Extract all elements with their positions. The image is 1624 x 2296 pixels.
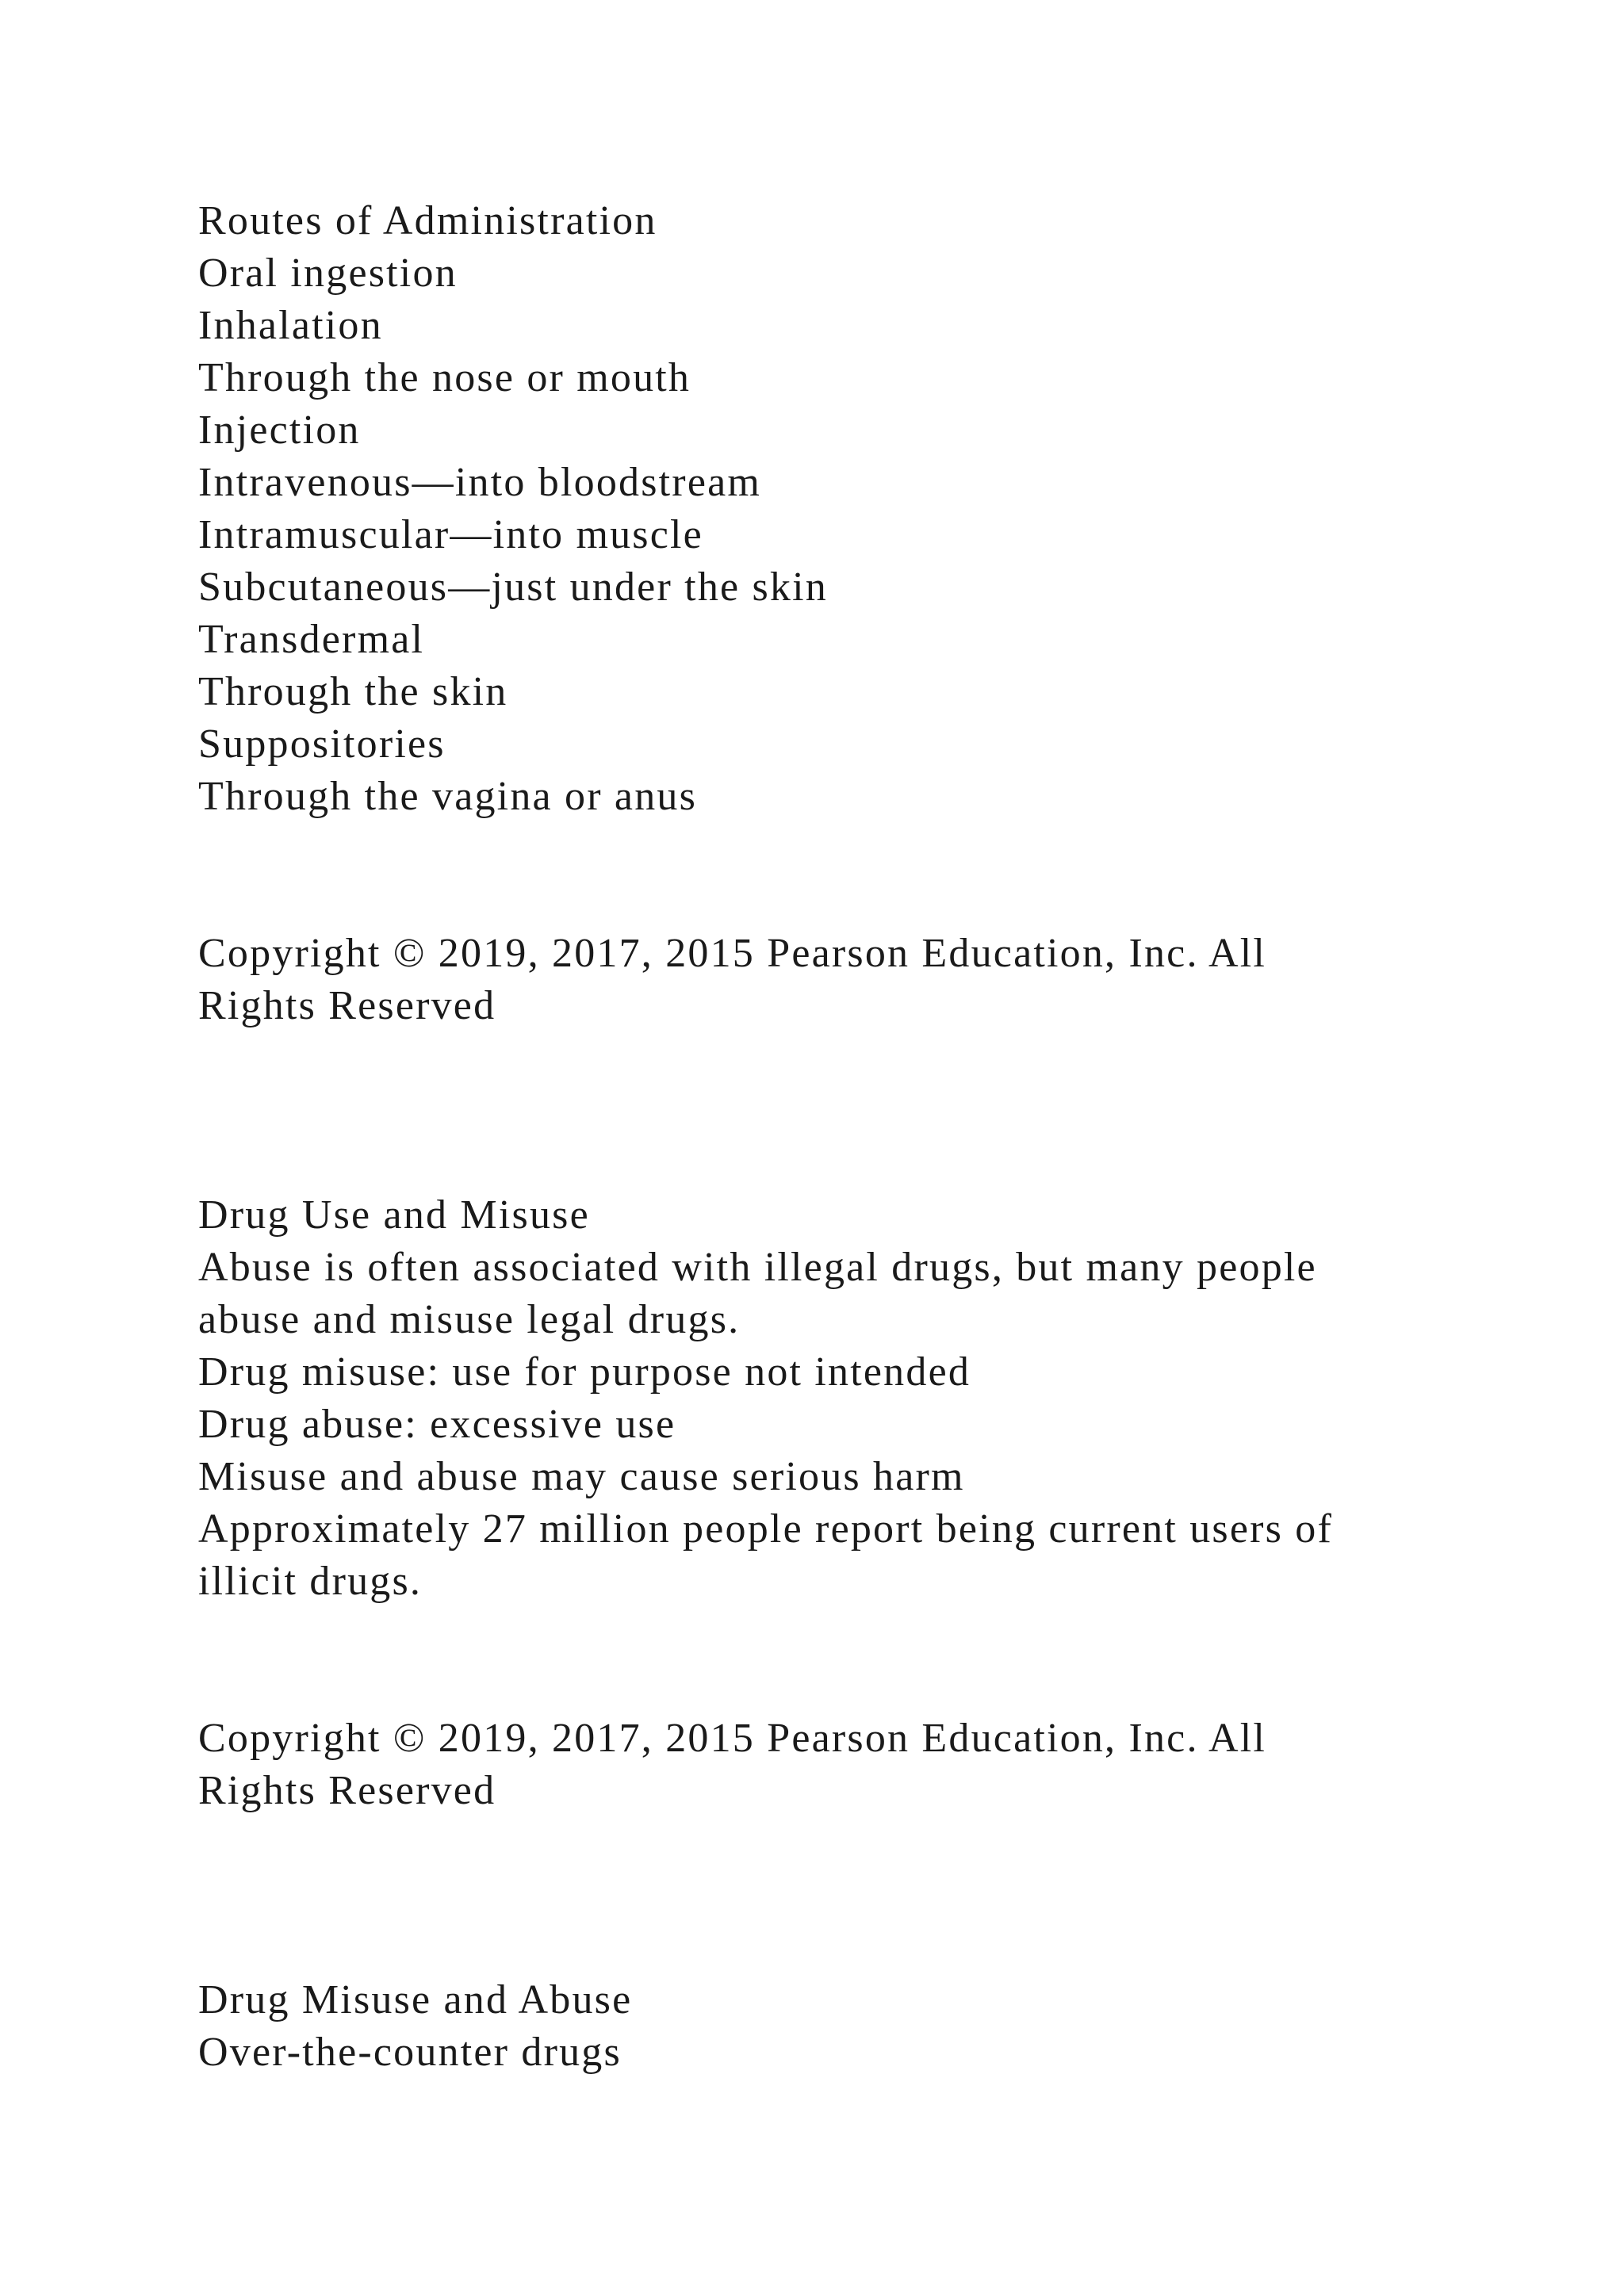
copyright-notice xyxy=(198,928,1435,1032)
copyright-line: Rights Reserved xyxy=(198,1768,496,1813)
text-line: Injection xyxy=(198,408,361,453)
text-line: Suppositories xyxy=(198,721,446,767)
text-line: Through the skin xyxy=(198,669,508,714)
text-line: Intramuscular—into muscle xyxy=(198,512,703,557)
text-line: abuse and misuse legal drugs. xyxy=(198,1297,741,1342)
text-line: Intravenous—into bloodstream xyxy=(198,460,762,505)
text-line: Approximately 27 million people report being current users of xyxy=(198,1506,1333,1552)
text-line: Misuse and abuse may cause serious harm xyxy=(198,1454,965,1499)
copyright-line: Copyright © 2019, 2017, 2015 Pearson Education, Inc. All xyxy=(198,1716,1267,1761)
copyright-notice xyxy=(198,1712,1435,1817)
text-line: Over-the-counter drugs xyxy=(198,2030,622,2075)
text-line: Through the vagina or anus xyxy=(198,774,698,819)
text-line: Oral ingestion xyxy=(198,251,458,296)
text-line: Inhalation xyxy=(198,303,383,348)
section-drug-use-and-misuse xyxy=(198,1189,1435,1608)
section-heading: Drug Misuse and Abuse xyxy=(198,1977,633,2022)
section-drug-misuse-and-abuse xyxy=(198,1974,1435,2079)
section-heading: Drug Use and Misuse xyxy=(198,1192,590,1238)
text-line: Abuse is often associated with illegal drugs, but many people xyxy=(198,1245,1317,1290)
text-line: Subcutaneous—just under the skin xyxy=(198,564,828,610)
text-line: Transdermal xyxy=(198,617,425,662)
copyright-line: Copyright © 2019, 2017, 2015 Pearson Education, Inc. All xyxy=(198,931,1267,976)
document-page xyxy=(198,195,1435,2079)
section-routes-of-administration xyxy=(198,195,1435,823)
text-line: Drug misuse: use for purpose not intended xyxy=(198,1349,971,1395)
text-line: illicit drugs. xyxy=(198,1559,423,1604)
copyright-line: Rights Reserved xyxy=(198,983,496,1028)
text-line: Drug abuse: excessive use xyxy=(198,1402,676,1447)
text-line: Through the nose or mouth xyxy=(198,355,691,400)
section-heading: Routes of Administration xyxy=(198,198,657,243)
